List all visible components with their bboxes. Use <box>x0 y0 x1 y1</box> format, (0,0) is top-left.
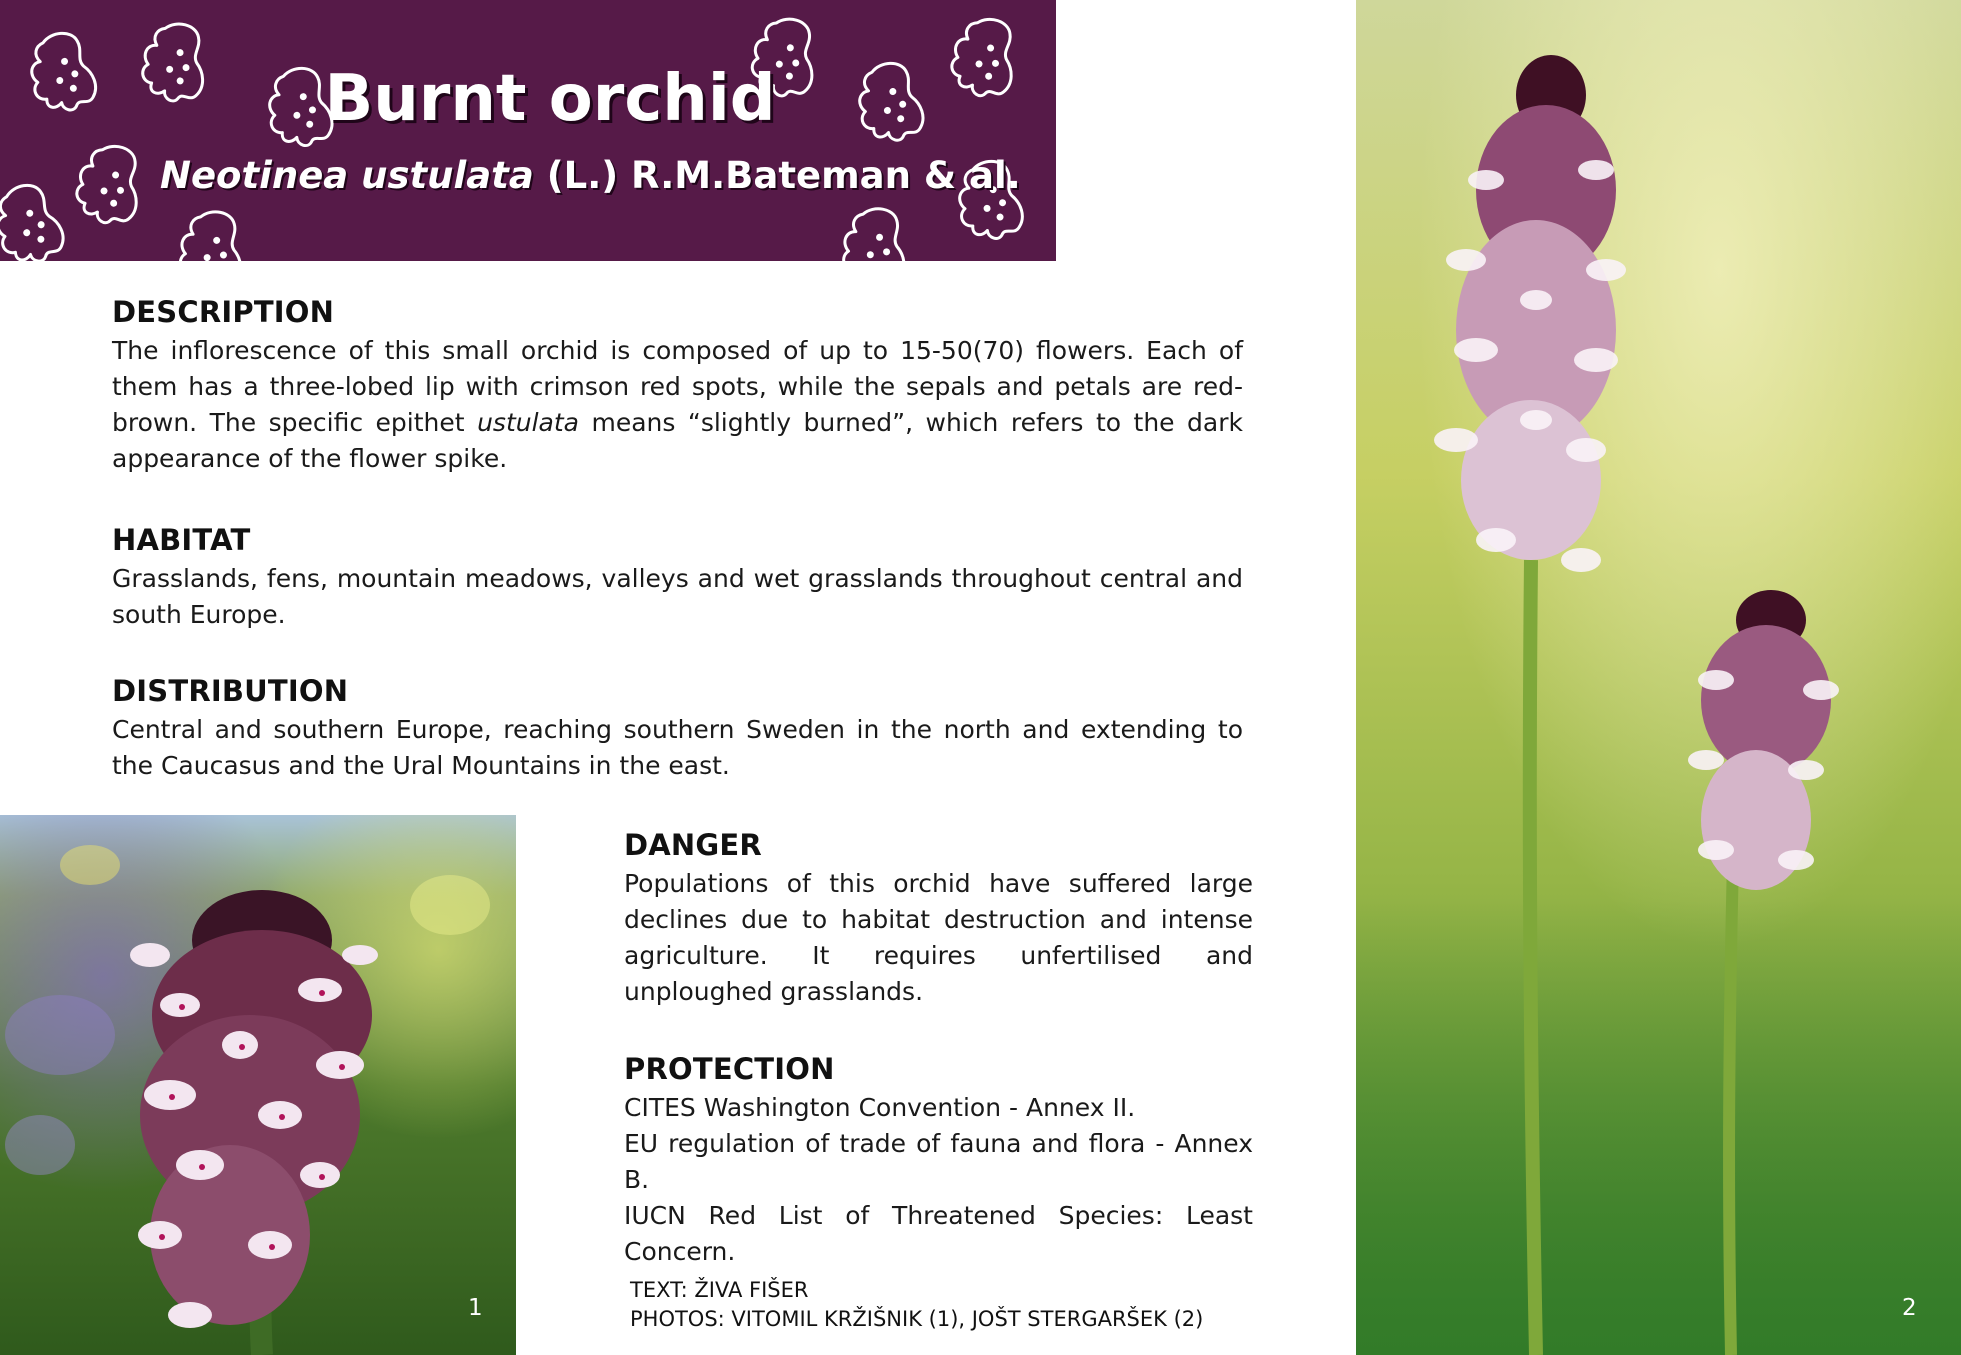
habitat-text: Grasslands, fens, mountain meadows, valleys and wet grasslands throughout central and south Europe. <box>112 564 1243 629</box>
description-text-italic: ustulata <box>477 408 579 437</box>
protection-line-cites: CITES Washington Convention - Annex II. <box>624 1093 1136 1122</box>
danger-heading: DANGER <box>624 828 762 862</box>
protection-heading: PROTECTION <box>624 1052 835 1086</box>
credits-text-author: TEXT: ŽIVA FIŠER <box>630 1278 809 1302</box>
distribution-heading: DISTRIBUTION <box>112 674 349 708</box>
description-text <box>112 333 1243 477</box>
credits-photos-author: PHOTOS: VITOMIL KRŽIŠNIK (1), JOŠT STERGARŠEK (2) <box>630 1307 1204 1331</box>
scientific-genus-species: Neotinea ustulata <box>160 154 534 197</box>
photo-1-number: 1 <box>468 1295 483 1321</box>
habitat-heading: HABITAT <box>112 523 251 557</box>
distribution-text: Central and southern Europe, reaching southern Sweden in the north and extending to the Caucasus and the Ural Mountains in the east. <box>112 715 1243 780</box>
protection-line-iucn: IUCN Red List of Threatened Species: Least Concern. <box>624 1201 1253 1266</box>
description-text-part-2: means “slightly burned”, which refers to the dark appearance of the flower spike. <box>112 408 1243 473</box>
orchid-pair-photo-icon <box>1356 0 1961 1355</box>
page-title: Burnt orchid <box>324 62 776 136</box>
protection-section <box>624 1052 1253 1270</box>
protection-line-eu: EU regulation of trade of fauna and flora - Annex B. <box>624 1129 1253 1194</box>
description-section <box>112 295 1243 477</box>
photo-1 <box>0 815 516 1355</box>
description-heading: DESCRIPTION <box>112 295 335 329</box>
orchid-closeup-photo-icon <box>0 815 516 1355</box>
scientific-author: (L.) R.M.Bateman & al. <box>533 154 1021 197</box>
description-text-part-1: The inflorescence of this small orchid is composed of up to 15-50(70) flowers. Each of them has a three-lobed lip with crimson red spots, while the sepals and petals are red-brown. The specific epithet <box>112 336 1243 437</box>
scientific-name <box>160 154 1021 197</box>
credits <box>630 1276 1203 1334</box>
photo-2-number: 2 <box>1902 1295 1917 1321</box>
danger-text: Populations of this orchid have suffered large declines due to habitat destruction and intense agriculture. It requires unfertilised and unploughed grasslands. <box>624 869 1253 1006</box>
habitat-section <box>112 523 1243 633</box>
distribution-section <box>112 674 1243 784</box>
danger-section <box>624 828 1253 1010</box>
photo-2 <box>1356 0 1961 1355</box>
header-banner <box>0 0 1056 261</box>
